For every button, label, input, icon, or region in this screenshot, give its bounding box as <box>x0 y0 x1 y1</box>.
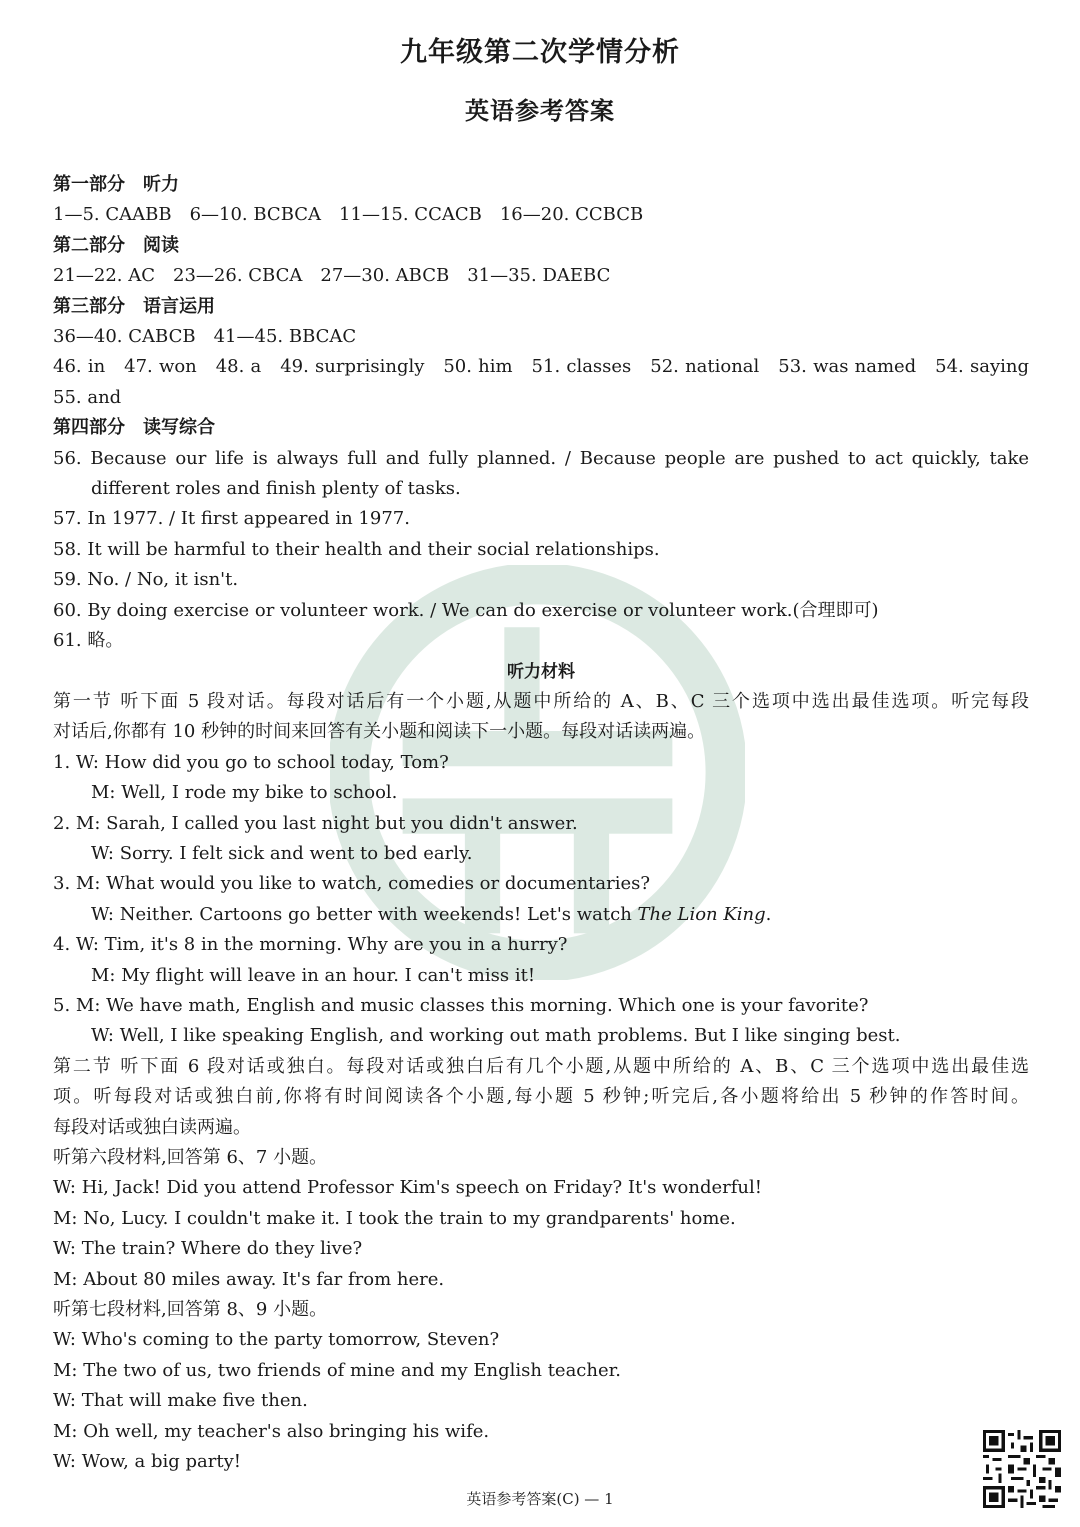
page-subtitle: 英语参考答案 <box>465 97 615 125</box>
answers-listening: 1—5. CAABB 6—10. BCBCA 11—15. CCACB 16—20. CCBCB <box>53 204 644 226</box>
material-6-line3: W: The train? Where do they live? <box>53 1238 363 1260</box>
material-7-line1: W: Who's coming to the party tomorrow, Steven? <box>53 1329 500 1351</box>
dialogue-4-line1: 4. W: Tim, it's 8 in the morning. Why are you in a hurry? <box>53 934 568 956</box>
dialogue-1-line2: M: Well, I rode my bike to school. <box>91 782 398 804</box>
section1-intro-line1: 第一节 听下面 5 段对话。每段对话后有一个小题,从题中所给的 A、B、C 三个选项中选出最佳选项。听完每段 <box>53 690 1029 712</box>
page-footer: 英语参考答案(C) — 1 <box>466 1490 614 1508</box>
section-heading-reading-writing: 第四部分 读写综合 <box>53 417 215 439</box>
material-7-line4: M: Oh well, my teacher's also bringing his wife. <box>53 1420 490 1442</box>
page-title: 九年级第二次学情分析 <box>400 37 680 68</box>
material-6-line2: M: No, Lucy. I couldn't make it. I took the train to my grandparents' home. <box>53 1207 736 1229</box>
material-6-line1: W: Hi, Jack! Did you attend Professor Kim's speech on Friday? It's wonderful! <box>53 1177 763 1199</box>
material-6-line4: M: About 80 miles away. It's far from here. <box>53 1268 445 1290</box>
section-heading-language-use: 第三部分 语言运用 <box>53 295 215 317</box>
material-7-heading: 听第七段材料,回答第 8、9 小题。 <box>53 1299 328 1321</box>
answer-57: 57. In 1977. / It first appeared in 1977. <box>53 508 410 530</box>
answers-language-use-1: 36—40. CABCB 41—45. BBCAC <box>53 326 357 348</box>
material-7-line5: W: Wow, a big party! <box>53 1451 242 1473</box>
answers-language-use-3: 55. and <box>53 386 122 408</box>
section2-intro-line3: 每段对话或独白读两遍。 <box>53 1116 251 1138</box>
dialogue-3-line1: 3. M: What would you like to watch, comedies or documentaries? <box>53 873 651 895</box>
dialogue-5-line1: 5. M: We have math, English and music classes this morning. Which one is your favorite? <box>53 994 869 1016</box>
material-7-line2: M: The two of us, two friends of mine and my English teacher. <box>53 1359 621 1381</box>
dialogue-4-line2: M: My flight will leave in an hour. I can't miss it! <box>91 964 536 986</box>
answer-60: 60. By doing exercise or volunteer work. / We can do exercise or volunteer work.(合理即可) <box>53 599 879 621</box>
dialogue-2-line2: W: Sorry. I felt sick and went to bed early. <box>91 842 473 864</box>
section2-intro-line2: 项。听每段对话或独白前,你将有时间阅读各个小题,每小题 5 秒钟;听完后,各小题将给出 5 秒钟的作答时间。 <box>53 1086 1029 1108</box>
section-heading-listening: 第一部分 听力 <box>53 174 179 195</box>
dialogue-3-line2 <box>53 900 1029 930</box>
material-7-line3: W: That will make five then. <box>53 1390 308 1412</box>
film-title: The Lion King <box>637 903 766 925</box>
dialogue-3-line2-text: W: Neither. Cartoons go better with weekends! Let's watch <box>91 903 638 925</box>
listening-script-heading: 听力材料 <box>507 661 575 682</box>
material-6-heading: 听第六段材料,回答第 6、7 小题。 <box>53 1147 328 1168</box>
answer-56-line1: 56. Because our life is always full and fully planned. / Because people are pushed to act quickly, take <box>53 447 1029 469</box>
dialogue-5-line2: W: Well, I like speaking English, and working out math problems. But I like singing best. <box>91 1025 901 1047</box>
answer-key-body <box>53 170 1029 1477</box>
section-heading-reading: 第二部分 阅读 <box>53 234 179 256</box>
dialogue-2-line1: 2. M: Sarah, I called you last night but you didn't answer. <box>53 812 578 834</box>
answers-language-use-2: 46. in 47. won 48. a 49. surprisingly 50. him 51. classes 52. national 53. was named 54. saying <box>53 356 1029 378</box>
answer-56-line2: different roles and finish plenty of tasks. <box>91 478 461 500</box>
dialogue-1-line1: 1. W: How did you go to school today, Tom? <box>53 751 449 773</box>
answer-58: 58. It will be harmful to their health and their social relationships. <box>53 538 660 560</box>
section2-intro-line1: 第二节 听下面 6 段对话或独白。每段对话或独白后有几个小题,从题中所给的 A、B、C 三个选项中选出最佳选 <box>53 1055 1029 1077</box>
answers-reading: 21—22. AC 23—26. CBCA 27—30. ABCB 31—35. DAEBC <box>53 265 611 287</box>
answer-59: 59. No. / No, it isn't. <box>53 569 239 591</box>
answer-61: 61. 略。 <box>53 630 124 652</box>
dialogue-3-line2-end: . <box>765 903 772 925</box>
section1-intro-line2: 对话后,你都有 10 秒钟的时间来回答有关小题和阅读下一小题。每段对话读两遍。 <box>53 721 706 743</box>
